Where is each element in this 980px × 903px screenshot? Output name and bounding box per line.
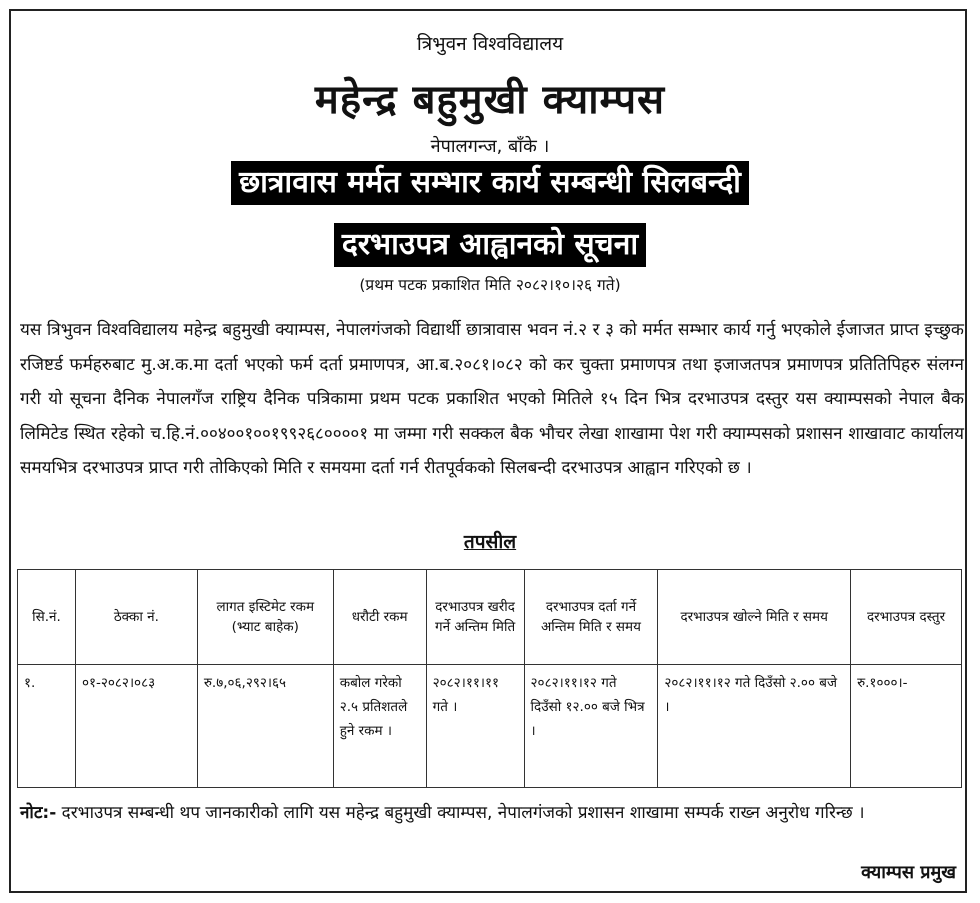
col-opening: दरभाउपत्र खोल्ने मिति र समय <box>658 570 851 665</box>
cell-submission-deadline: २०८२।११।१२ गते दिउँसो १२.०० बजे भित्र । <box>524 665 658 788</box>
note <box>20 797 964 830</box>
details-heading: तपसील <box>463 531 517 553</box>
details-table <box>17 569 962 788</box>
col-submission-deadline: दरभाउपत्र दर्ता गर्ने अन्तिम मिति र समय <box>524 570 658 665</box>
cell-deposit: कबोल गरेको २.५ प्रतिशतले हुने रकम । <box>333 665 426 788</box>
notice-title-line1-wrap <box>0 161 980 205</box>
table-row <box>18 665 962 788</box>
university-name: त्रिभुवन विश्वविद्यालय <box>416 33 564 55</box>
col-serial: सि.नं. <box>18 570 76 665</box>
cell-purchase-deadline: २०८२।११।११ गते । <box>426 665 524 788</box>
body-paragraph: यस त्रिभुवन विश्वविद्यालय महेन्द्र बहुमुखी क्याम्पस, नेपालगंजको विद्यार्थी छात्रावास भवन नं.२ र ३ को मर्मत सम्भार कार्य गर्नु भएकोले ईजाजत प्राप्त इच्छुक रजिष्टर्ड फर्महरुबाट मु.अ.क.मा दर्ता भएको फर्म दर्ता प्रमाणपत्र, आ.ब.२०८१।०८२ को कर चुक्ता प्रमाणपत्र तथा इजाजतपत्र प्रमाणपत्र प्रतितिपिहरु संलग्न गरी यो सूचना दैनिक नेपालगँज राष्ट्रिय दैनिक पत्रिकामा प्रथम पटक प्रकाशित भएको मितिले १५ दिन भित्र दरभाउपत्र दस्तुर यस क्याम्पसको नेपाल बैक लिमिटेड स्थित रहेको च.हि.नं.००४००१००१९९२६८००००१ मा जम्मा गरी सक्कल बैक भौचर लेखा शाखामा पेश गरी क्याम्पसको प्रशासन शाखावाट कार्यालय समयभित्र दरभाउपत्र प्राप्त गरी तोकिएको मिति र समयमा दर्ता गर्न रीतपूर्वकको सिलबन्दी दरभाउपत्र आह्वान गरिएको छ । <box>20 320 964 478</box>
col-estimate: लागत इस्टिमेट रकम (भ्याट बाहेक) <box>197 570 333 665</box>
campus-location: नेपालगन्ज, बाँके । <box>430 136 550 157</box>
cell-serial: १. <box>18 665 76 788</box>
note-label: नोट:- <box>20 803 57 823</box>
col-deposit: धरौटी रकम <box>333 570 426 665</box>
notice-title-line1: छात्रावास मर्मत सम्भार कार्य सम्बन्धी सिलबन्दी <box>231 161 749 205</box>
cell-estimate: रु.७,०६,२९२।६५ <box>197 665 333 788</box>
signature-campus-chief: क्याम्पस प्रमुख <box>861 862 956 883</box>
col-purchase-deadline: दरभाउपत्र खरीद गर्ने अन्तिम मिति <box>426 570 524 665</box>
cell-opening: २०८२।११।१२ गते दिउँसो २.०० बजे । <box>658 665 851 788</box>
col-fee: दरभाउपत्र दस्तुर <box>851 570 962 665</box>
notice-title-line2: दरभाउपत्र आह्वानको सूचना <box>334 223 646 267</box>
cell-fee: रु.१०००।- <box>851 665 962 788</box>
table-header-row <box>18 570 962 665</box>
note-text: दरभाउपत्र सम्बन्धी थप जानकारीको लागि यस महेन्द्र बहुमुखी क्याम्पस, नेपालगंजको प्रशासन शाखामा सम्पर्क राख्न अनुरोध गरिन्छ । <box>61 803 865 823</box>
campus-name: महेन्द्र बहुमुखी क्याम्पस <box>314 77 666 123</box>
cell-contract-no: ०१-२०८२।०८३ <box>75 665 197 788</box>
notice-title-line2-wrap <box>0 223 980 267</box>
col-contract-no: ठेक्का नं. <box>75 570 197 665</box>
publish-date: (प्रथम पटक प्रकाशित मिति २०८२।१०।२६ गते) <box>359 276 621 294</box>
